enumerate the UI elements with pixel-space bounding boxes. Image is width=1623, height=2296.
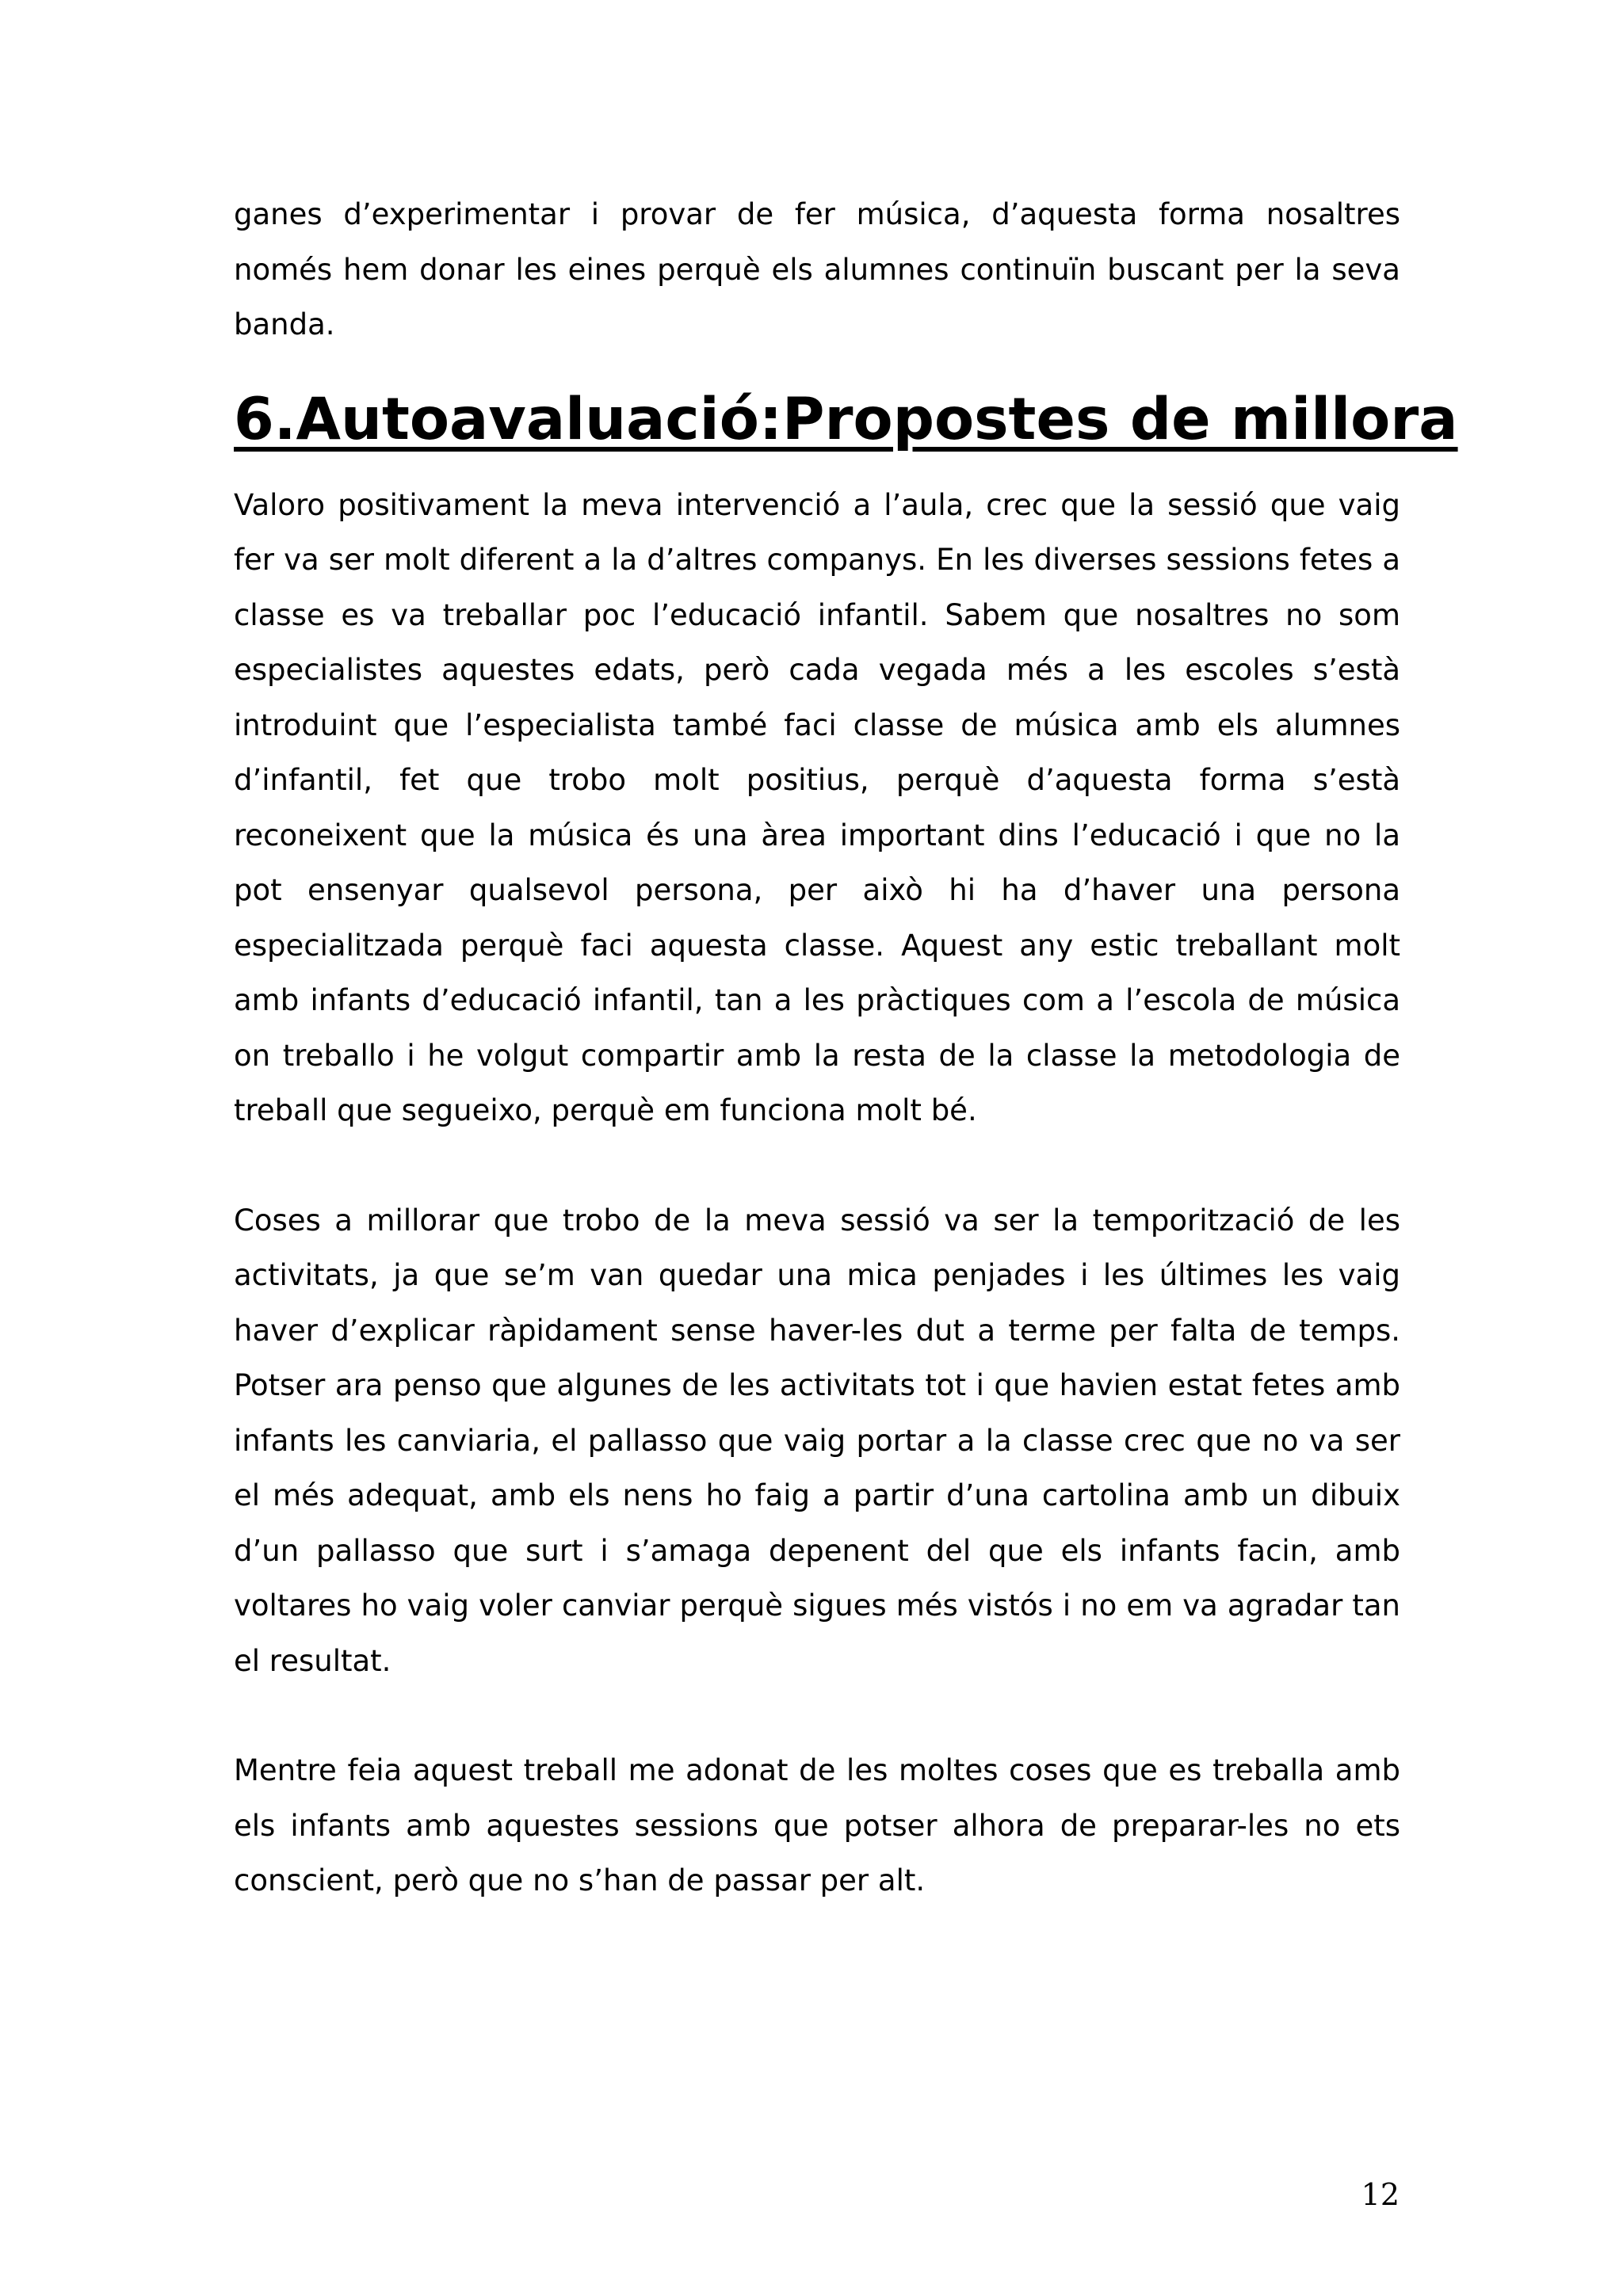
page-content bbox=[234, 187, 1458, 1909]
intro-paragraph: ganes d’experimentar i provar de fer música, d’aquesta forma nosaltres només hem donar les eines perquè els alumnes continuïn buscant per la seva banda. bbox=[234, 197, 1400, 341]
paragraph-self-evaluation: Valoro positivament la meva intervenció a l’aula, crec que la sessió que vaig fer va ser molt diferent a la d’altres companys. En les diverses sessions fetes a classe es va treballar poc l’educació infantil. Sabem que nosaltres no som especialistes aquestes edats, però cada vegada més a les escoles s’està introduint que l’especialista també faci classe de música amb els alumnes d’infantil, fet que trobo molt positius, perquè d’aquesta forma s’està reconeixent que la música és una àrea important dins l’educació i que no la pot ensenyar qualsevol persona, per això hi ha d’haver una persona especialitzada perquè faci aquesta classe. Aquest any estic treballant molt amb infants d’educació infantil, tan a les pràctiques com a l’escola de música on treballo i he volgut compartir amb la resta de la classe la metodologia de treball que segueixo, perquè em funciona molt bé. bbox=[234, 487, 1400, 1127]
section-heading: 6.Autoavaluació:Propostes de millora bbox=[234, 385, 1458, 453]
paragraph-gap bbox=[234, 1138, 1400, 1193]
page-number: 12 bbox=[1361, 2177, 1400, 2212]
paragraph-gap bbox=[234, 1688, 1400, 1743]
paragraph-improvements: Coses a millorar que trobo de la meva sessió va ser la temporització de les activitats, ja que se’m van quedar una mica penjades i les últimes les vaig haver d’explicar ràpidament sense haver-les dut a terme per falta de temps. Potser ara penso que algunes de les activitats tot i que havien estat fetes amb infants les canviaria, el pallasso que vaig portar a la classe crec que no va ser el més adequat, amb els nens ho faig a partir d’una cartolina amb un dibuix d’un pallasso que surt i s’amaga depenent del que els infants facin, amb voltares ho vaig voler canviar perquè sigues més vistós i no em va agradar tan el resultat. bbox=[234, 1203, 1400, 1678]
paragraph-reflection: Mentre feia aquest treball me adonat de les moltes coses que es treballa amb els infants amb aquestes sessions que potser alhora de preparar-les no ets conscient, però que no s’han de passar per alt. bbox=[234, 1753, 1400, 1897]
